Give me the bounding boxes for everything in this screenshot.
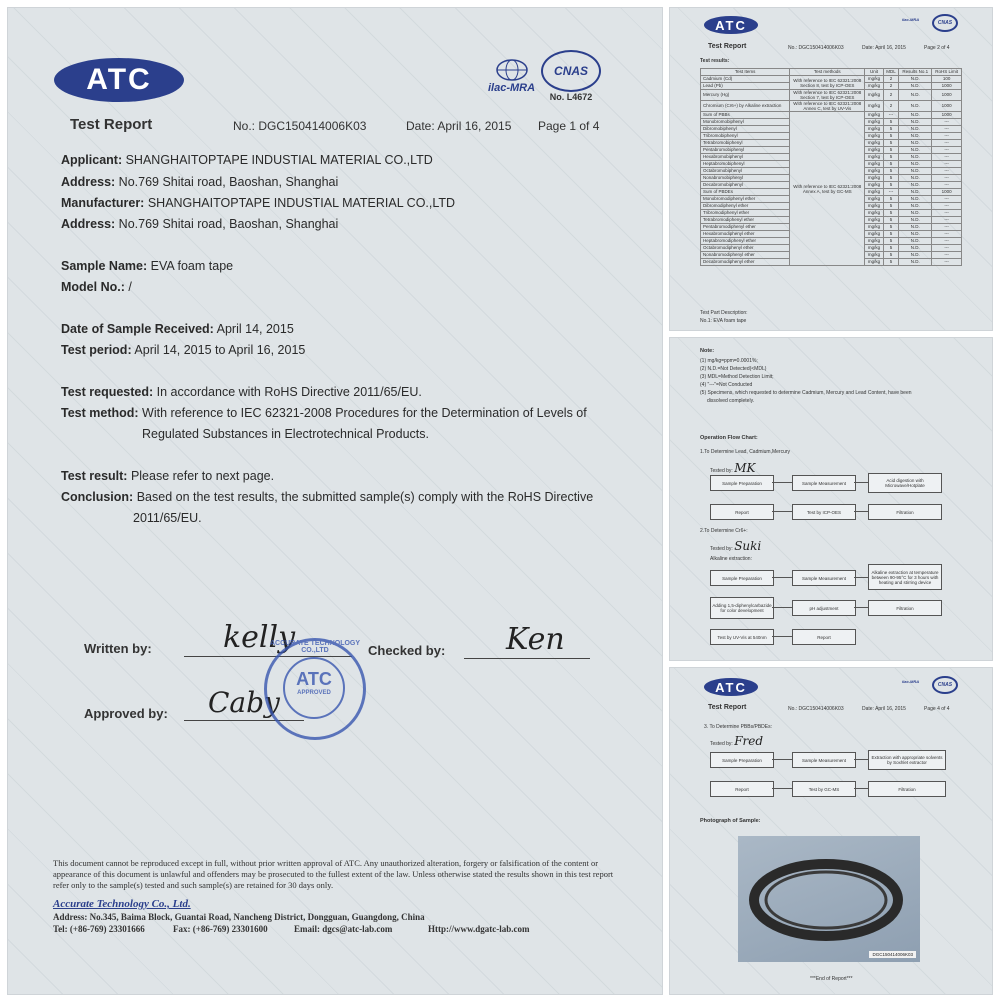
flow-arrow [854,511,868,512]
flow2-title: 2.To Determine Cr6+: [700,528,748,534]
table-cell: 2 [883,76,899,83]
cert-logos [488,50,601,102]
table-cell: Tribromobiphenyl [701,133,790,140]
flow2-adding-reagent: Adding 1,5-diphenylcarbazide for color development [710,597,774,619]
table-cell: mg/kg [865,224,883,231]
page-number: Page 2 of 4 [924,45,950,51]
table-cell: mg/kg [865,168,883,175]
flow-chart-label: Operation Flow Chart: [700,435,758,441]
method-note-cell: With reference to IEC 62321:2008 Annex A, test by GC-MS [790,112,865,266]
ilac-globe-icon [495,58,529,82]
company-name: Accurate Technology Co., Ltd. [53,898,191,910]
table-cell: N.D. [899,101,932,112]
table-row [701,101,962,112]
table-cell: N.D. [899,76,932,83]
results-table [700,68,962,266]
table-cell: N.D. [899,196,932,203]
checked-by-signature: Ken [506,622,565,657]
page-title: Test Report [708,704,747,711]
table-cell: 1000 [932,101,962,112]
table-cell: --- [932,203,962,210]
table-row [701,112,962,119]
report-page-1 [8,8,662,994]
table-cell: 5 [883,259,899,266]
flow1-acid-digestion: Acid digestion with Microwave/Hotplate [868,473,942,493]
flow3-soxhlet-extraction: Extraction with appropriate solvents by Soxhlet extractor [868,750,946,770]
table-cell: mg/kg [865,231,883,238]
table-row [701,90,962,101]
table-cell: --- [932,126,962,133]
table-cell: mg/kg [865,189,883,196]
flow-arrow [772,788,792,789]
table-cell: --- [932,245,962,252]
flow2-tested-by: Tested by: Suki [710,539,762,553]
flow2-sample-measurement: Sample Measurement [792,570,856,586]
table-cell: mg/kg [865,90,883,101]
flow3-sample-measurement: Sample Measurement [792,752,856,768]
written-by-label: Written by: [84,641,152,656]
flow1-filtration: Filtration [868,504,942,520]
flow3-filtration: Filtration [868,781,946,797]
flow-arrow [854,607,868,608]
table-cell: --- [932,196,962,203]
report-page-3 [670,338,992,660]
table-cell: N.D. [899,224,932,231]
table-cell: 5 [883,224,899,231]
table-cell: 5 [883,133,899,140]
table-cell: 2 [883,83,899,90]
flow1-sample-prep: Sample Preparation [710,475,774,491]
table-cell: Dibromodiphenyl ether [701,203,790,210]
report-page-2 [670,8,992,330]
flow2-test-uv-vis: Test by UV-Vis at 540nm [710,629,774,645]
approval-stamp [264,638,366,740]
manufacturer-address-line: Address: No.769 Shitai road, Baoshan, Shanghai [61,217,339,231]
flow-arrow [772,577,792,578]
company-address: Address: No.345, Baima Block, Guantai Road, Nancheng District, Dongguan, Guangdong, China [53,912,425,922]
test-period-line: Test period: April 14, 2015 to April 16, 2015 [61,343,306,357]
ilac-mra-logo: ilac-MRA [902,679,920,684]
flow-arrow [854,577,868,578]
flow-arrow [772,482,792,483]
table-cell: Heptabromobiphenyl [701,161,790,168]
table-cell: --- [932,252,962,259]
table-cell: mg/kg [865,147,883,154]
table-cell: N.D. [899,182,932,189]
table-cell: 5 [883,238,899,245]
table-cell: N.D. [899,238,932,245]
flow3-tested-by: Tested by: Fred [710,734,764,748]
table-cell: --- [883,189,899,196]
stamp-company: ACCURATE TECHNOLOGY CO.,LTD [269,640,361,654]
table-cell: Monobromodiphenyl ether [701,196,790,203]
table-cell: Pentabromobiphenyl [701,147,790,154]
stamp-center: ATC APPROVED [283,657,345,719]
table-cell: --- [932,154,962,161]
table-cell: N.D. [899,90,932,101]
table-cell: --- [932,217,962,224]
table-cell: mg/kg [865,196,883,203]
note-label: Note: [700,348,715,354]
approved-by-label: Approved by: [84,706,168,721]
table-cell: N.D. [899,189,932,196]
table-cell: Dibromobiphenyl [701,126,790,133]
test-requested-line: Test requested: In accordance with RoHS Directive 2011/65/EU. [61,385,422,399]
checked-by-label: Checked by: [368,643,446,658]
table-cell: --- [932,259,962,266]
table-cell: 5 [883,161,899,168]
end-of-report: ***End of Report*** [810,976,853,982]
table-cell: N.D. [899,112,932,119]
sample-photo [738,836,920,962]
company-fax: Fax: (+86-769) 23301600 [173,924,268,934]
cnas-logo: CNAS No. L4672 [541,50,601,102]
table-cell: 5 [883,126,899,133]
table-cell: N.D. [899,259,932,266]
sample-name-line: Sample Name: EVA foam tape [61,259,234,273]
table-cell: Tetrabromodiphenyl ether [701,217,790,224]
disclaimer-line-3: refer only to the sample(s) tested and such sample(s) are retained for 30 days only. [53,880,334,890]
table-cell: 5 [883,210,899,217]
checked-by-signature-line [464,658,590,659]
table-cell: --- [932,175,962,182]
table-cell: Lead (Pb) [701,83,790,90]
flow-arrow [854,788,868,789]
table-cell: N.D. [899,245,932,252]
page-number: Page 4 of 4 [924,706,950,712]
test-results-label: Test results: [700,58,730,64]
table-cell: --- [932,133,962,140]
applicant-line: Applicant: SHANGHAITOPTAPE INDUSTIAL MATERIAL CO.,LTD [61,153,433,167]
table-cell: --- [932,231,962,238]
alkaline-extraction-label: Alkaline extraction: [710,556,752,562]
flow3-sample-prep: Sample Preparation [710,752,774,768]
results-table-header: Test Items Test methods Unit MDL Results No.1 RoHS Limit [701,69,962,76]
table-cell: mg/kg [865,126,883,133]
table-cell: --- [932,182,962,189]
table-cell: N.D. [899,210,932,217]
test-part-description: No.1: EVA foam tape [700,318,747,324]
method-note-cell: With reference to IEC 62321:2008 Annex C, test by UV-Vis [790,101,865,112]
table-cell: 5 [883,203,899,210]
table-cell: --- [932,210,962,217]
table-cell: Monobromobiphenyl [701,119,790,126]
cnas-logo: CNAS [932,676,958,694]
table-cell: N.D. [899,252,932,259]
company-website: Http://www.dgatc-lab.com [428,924,530,934]
table-cell: N.D. [899,217,932,224]
table-cell: --- [932,168,962,175]
table-cell: N.D. [899,83,932,90]
table-cell: 5 [883,168,899,175]
conclusion-line: Conclusion: Based on the test results, the submitted sample(s) comply with the RoHS Directive [61,490,594,504]
table-cell: 5 [883,217,899,224]
flow-arrow [854,759,868,760]
table-cell: --- [883,112,899,119]
table-cell: mg/kg [865,101,883,112]
table-cell: Mercury (Hg) [701,90,790,101]
table-cell: --- [932,119,962,126]
photo-label: Photograph of Sample: [700,818,761,824]
table-cell: Sum of PBDEs [701,189,790,196]
table-cell: 5 [883,140,899,147]
disclaimer-line-1: This document cannot be reproduced except in full, without prior written approval of ATC. Any unauthorized alteration, forgery or falsification of the content or [53,858,599,868]
manufacturer-line: Manufacturer: SHANGHAITOPTAPE INDUSTIAL MATERIAL CO.,LTD [61,196,456,210]
table-cell: 1000 [932,189,962,196]
test-part-description-label: Test Part Description: [700,310,748,316]
table-cell: 5 [883,147,899,154]
table-cell: mg/kg [865,182,883,189]
table-cell: --- [932,161,962,168]
table-cell: 5 [883,245,899,252]
flow1-report: Report [710,504,774,520]
table-cell: Pentabromodiphenyl ether [701,224,790,231]
company-email: Email: dgcs@atc-lab.com [294,924,393,934]
table-cell: mg/kg [865,217,883,224]
table-cell: mg/kg [865,210,883,217]
atc-logo: ATC [704,16,758,34]
flow-arrow [772,607,792,608]
table-cell: Octabromodiphenyl ether [701,245,790,252]
conclusion-line-2: 2011/65/EU. [133,511,202,525]
report-page-4 [670,668,992,994]
table-cell: 5 [883,252,899,259]
ilac-mra-logo: ilac-MRA [488,58,535,94]
table-cell: mg/kg [865,83,883,90]
table-cell: 1000 [932,90,962,101]
table-cell: 2 [883,101,899,112]
page-title: Test Report [70,116,153,133]
table-cell: N.D. [899,140,932,147]
flow2-filtration: Filtration [868,600,942,616]
test-method-line: Test method: With reference to IEC 62321-2008 Procedures for the Determination of Levels of [61,406,587,420]
report-date: Date: April 16, 2015 [862,706,906,712]
table-cell: Octabromobiphenyl [701,168,790,175]
report-number: No.: DGC150414006K03 [788,706,844,712]
ilac-mra-logo: ilac-MRA [902,17,920,22]
flow2-alkaline-extraction: Alkaline extraction at temperature between 90-95°C for 3 hours with heating and stirring device [868,564,942,590]
flow-arrow [772,511,792,512]
table-cell: 5 [883,196,899,203]
table-cell: Hexabromobiphenyl [701,154,790,161]
flow2-sample-prep: Sample Preparation [710,570,774,586]
written-by-signature: kelly [223,620,296,655]
flow-arrow [772,759,792,760]
flow3-title: 3. To Determine PBBs/PBDEs: [704,724,772,730]
approved-by-signature: Caby [208,686,280,719]
table-cell: mg/kg [865,112,883,119]
table-cell: Chromium (Cr6+) by Alkaline extraction [701,101,790,112]
table-cell: Heptabromodiphenyl ether [701,238,790,245]
table-cell: Tetrabromobiphenyl [701,140,790,147]
company-tel: Tel: (+86-769) 23301666 [53,924,145,934]
table-cell: Decabromodiphenyl ether [701,259,790,266]
test-result-line: Test result: Please refer to next page. [61,469,275,483]
table-cell: N.D. [899,231,932,238]
foam-tape-roll-image [738,836,920,962]
table-cell: --- [932,224,962,231]
table-cell: 1000 [932,112,962,119]
model-no-line: Model No.: / [61,280,132,294]
table-cell: Cadmium (Cd) [701,76,790,83]
notes-list: (1) mg/kg=ppm=0.0001%; (2) N.D.=Not Detected(<MDL) (3) MDL=Method Detection Limit; (4) "---"=Not Conducted (5) Specimens, which requested to determine Cadmium, Mercury and Lead Content, have been dissolved completely. [700,358,912,404]
table-cell: 5 [883,182,899,189]
table-cell: mg/kg [865,259,883,266]
flow-arrow [772,636,792,637]
table-cell: 100 [932,76,962,83]
report-number: No.: DGC150414006K03 [233,119,367,133]
table-cell: mg/kg [865,203,883,210]
atc-logo: ATC [54,58,184,102]
test-method-line-2: Regulated Substances in Electrotechnical Products. [142,427,429,441]
table-cell: N.D. [899,175,932,182]
table-cell: N.D. [899,126,932,133]
table-cell: N.D. [899,161,932,168]
table-cell: 5 [883,154,899,161]
table-cell: mg/kg [865,133,883,140]
table-cell: mg/kg [865,245,883,252]
flow3-report: Report [710,781,774,797]
flow2-ph-adjustment: pH adjustment [792,600,856,616]
table-cell: mg/kg [865,76,883,83]
table-cell: --- [932,238,962,245]
table-cell: N.D. [899,147,932,154]
flow1-title: 1.To Determine Lead, Cadmium,Mercury [700,449,791,455]
disclaimer-line-2: appearance of this document is unlawful and offenders may be prosecuted to the fullest extent of the law. Unless otherwise stated the results shown in this test report [53,869,614,879]
atc-logo: ATC [704,678,758,696]
table-cell: N.D. [899,168,932,175]
flow3-test-gc-ms: Test by GC-MS [792,781,856,797]
table-cell: Sum of PBBs [701,112,790,119]
table-cell: N.D. [899,133,932,140]
table-cell: Tribromodiphenyl ether [701,210,790,217]
table-cell: --- [932,140,962,147]
table-cell: --- [932,147,962,154]
table-cell: Hexabromodiphenyl ether [701,231,790,238]
table-cell: mg/kg [865,119,883,126]
table-cell: mg/kg [865,252,883,259]
date-received-line: Date of Sample Received: April 14, 2015 [61,322,294,336]
table-cell: mg/kg [865,161,883,168]
report-date: Date: April 16, 2015 [862,45,906,51]
applicant-address-line: Address: No.769 Shitai road, Baoshan, Shanghai [61,175,339,189]
table-cell: N.D. [899,203,932,210]
table-cell: mg/kg [865,175,883,182]
cnas-logo: CNAS [932,14,958,32]
table-cell: N.D. [899,154,932,161]
flow1-sample-measurement: Sample Measurement [792,475,856,491]
flow1-tested-by: Tested by: MK [710,461,756,475]
table-cell: mg/kg [865,154,883,161]
report-number: No.: DGC150414006K03 [788,45,844,51]
page-title: Test Report [708,43,747,50]
table-cell: N.D. [899,119,932,126]
table-cell: 2 [883,90,899,101]
table-cell: 5 [883,231,899,238]
flow1-test-icp: Test by ICP-OES [792,504,856,520]
table-cell: Nonabromobiphenyl [701,175,790,182]
table-cell: Decabromobiphenyl [701,182,790,189]
report-date: Date: April 16, 2015 [406,119,512,133]
sample-tag: DGC150414006K03 [869,951,916,958]
page-number: Page 1 of 4 [538,119,600,133]
flow-arrow [854,482,868,483]
method-note-cell: With reference to IEC 62321:2008 Section 7, test by ICP-OES [790,90,865,101]
method-note-cell: With reference to IEC 62321:2008 Section 8, test by ICP-OES [790,76,865,90]
table-cell: Nonabromodiphenyl ether [701,252,790,259]
table-cell: 5 [883,119,899,126]
table-cell: 5 [883,175,899,182]
table-cell: mg/kg [865,238,883,245]
flow2-report: Report [792,629,856,645]
table-cell: mg/kg [865,140,883,147]
table-row [701,76,962,83]
table-cell: 1000 [932,83,962,90]
